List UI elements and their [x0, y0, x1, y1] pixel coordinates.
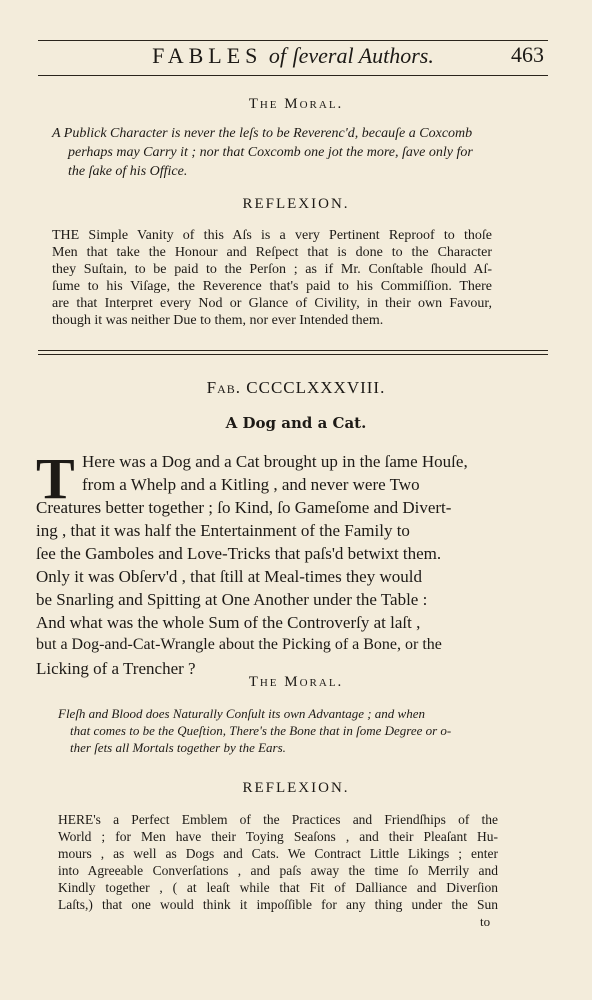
- reflexion-line: mours , as well as Dogs and Cats. We Contract Little Likings ; enter: [58, 846, 498, 861]
- moral-line: the ſake of his Office.: [68, 164, 188, 179]
- fable-line: be Snarling and Spitting at One Another under the Table :: [36, 590, 428, 609]
- page-number: 463: [511, 42, 544, 67]
- fable-line: from a Whelp and a Kitling , and never were Two: [82, 475, 420, 494]
- fable-line: Licking of a Trencher ?: [36, 659, 196, 678]
- running-header: [38, 40, 548, 76]
- header-rule-top: [38, 40, 548, 41]
- fable-line: And what was the whole Sum of the Controverſy at laſt ,: [36, 613, 421, 632]
- fable-title: A Dog and a Cat.: [225, 414, 367, 432]
- fable-line: Creatures better together ; ſo Kind, ſo Gameſome and Divert-: [36, 498, 452, 517]
- header-rule-bottom: [38, 75, 548, 76]
- moral-heading: The Moral.: [248, 96, 344, 112]
- reflexion-line: THE Simple Vanity of this Aſs is a very Pertinent Reproof to thoſe: [52, 228, 492, 243]
- moral-line: ther ſets all Mortals together by the Ears.: [70, 740, 286, 755]
- reflexion-heading-2: REFLEXION.: [242, 780, 350, 796]
- running-title-of: of: [268, 43, 287, 68]
- drop-cap: T: [36, 446, 75, 511]
- reflexion-line: Kindly together , ( at leaſt while that Fit of Dalliance and Diverſion: [58, 880, 498, 895]
- fable-line: ſee the Gamboles and Love-Tricks that paſs'd betwixt them.: [36, 544, 442, 563]
- moral-line: A Publick Character is never the leſs to be Reverenc'd, becauſe a Coxcomb: [52, 126, 473, 141]
- fable-line: ing , that it was half the Entertainment of the Family to: [36, 521, 410, 540]
- reflexion-line: they Suſtain, to be paid to the Perſon ; as if Mr. Conſtable ſhould Aſ-: [52, 262, 492, 277]
- fable-line: Here was a Dog and a Cat brought up in the ſame Houſe,: [82, 452, 468, 471]
- moral-line: perhaps may Carry it ; nor that Coxcomb one jot the more, ſave only for: [68, 145, 473, 160]
- running-title-rest: ſeveral Authors.: [292, 43, 434, 68]
- reflexion-line: Men that take the Honour and Reſpect that is done to the Character: [52, 245, 492, 260]
- reflexion-line: into Agreeable Converſations , and paſs away the time ſo Merrily and: [58, 863, 498, 878]
- moral-line: that comes to be the Queſtion, There's the Bone that in ſome Degree or o-: [70, 723, 452, 738]
- running-title: [38, 43, 548, 69]
- fable-line: Only it was Obſerv'd , that ſtill at Meal-times they would: [36, 567, 422, 586]
- reflexion-line: Laſts,) that one would think it impoſſible for any thing under the Sun: [58, 897, 498, 912]
- reflexion-line: HERE's a Perfect Emblem of the Practices and Friendſhips of the: [58, 812, 498, 827]
- reflexion-heading: REFLEXION.: [242, 196, 350, 212]
- section-rule-2: [38, 354, 548, 355]
- fable-number: Fab. CCCCLXXXVIII.: [206, 378, 386, 397]
- section-rule-1: [38, 350, 548, 351]
- reflexion-line: ſume to his Viſage, the Reverence that's paid to his Commiſſion. There: [52, 279, 492, 294]
- reflexion-line: are that Interpret every Nod or Glance of Civility, in their own Favour,: [52, 296, 492, 311]
- running-title-caps: FABLES: [152, 43, 263, 68]
- reflexion-line: though it was neither Due to them, nor ever Intended them.: [52, 313, 384, 328]
- catchword: to: [480, 914, 491, 929]
- fable-line: but a Dog-and-Cat-Wrangle about the Picking of a Bone, or the: [36, 636, 442, 653]
- reflexion-line: World ; for Men have their Toying Seaſons , and their Pleaſant Hu-: [58, 829, 498, 844]
- moral-line: Fleſh and Blood does Naturally Conſult its own Advantage ; and when: [58, 706, 425, 721]
- moral-heading-2: The Moral.: [248, 674, 344, 690]
